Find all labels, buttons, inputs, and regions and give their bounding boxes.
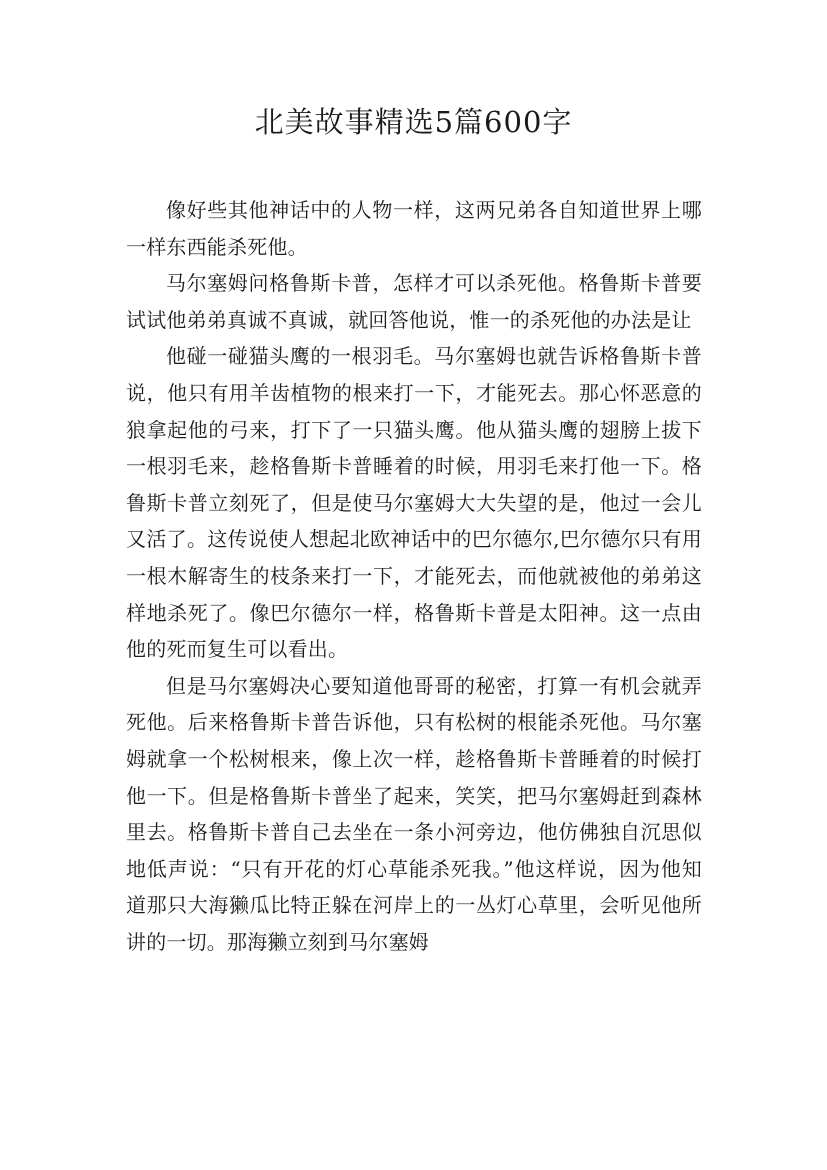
- document-title: 北美故事精选5篇600字: [254, 105, 573, 139]
- document-body: [126, 192, 702, 960]
- paragraph-3: 他碰一碰猫头鹰的一根羽毛。马尔塞姆也就告诉格鲁斯卡普说，他只有用羊齿植物的根来打一下，才能死去。那心怀恶意的狼拿起他的弓来，打下了一只猫头鹰。他从猫头鹰的翅膀上拔下一根羽毛来，趁格鲁斯卡普睡着的时候，用羽毛来打他一下。格鲁斯卡普立刻死了，但是使马尔塞姆大大失望的是，他过一会儿又活了。这传说使人想起北欧神话中的巴尔德尔,巴尔德尔只有用一根木解寄生的枝条来打一下，才能死去，而他就被他的弟弟这样地杀死了。像巴尔德尔一样，格鲁斯卡普是太阳神。这一点由他的死而复生可以看出。: [126, 344, 702, 662]
- paragraph-2: 马尔塞姆问格鲁斯卡普，怎样才可以杀死他。格鲁斯卡普要试试他弟弟真诚不真诚，就回答他说，惟一的杀死他的办法是让: [126, 271, 702, 332]
- paragraph-4: 但是马尔塞姆决心要知道他哥哥的秘密，打算一有机会就弄死他。后来格鲁斯卡普告诉他，只有松树的根能杀死他。马尔塞姆就拿一个松树根来，像上次一样，趁格鲁斯卡普睡着的时候打他一下。但是格鲁斯卡普坐了起来，笑笑，把马尔塞姆赶到森林里去。格鲁斯卡普自己去坐在一条小河旁边，他仿佛独自沉思似地低声说：“只有开花的灯心草能杀死我。”他这样说，因为他知道那只大海獭瓜比特正躲在河岸上的一丛灯心草里，会听见他所讲的一切。那海獭立刻到马尔塞姆: [126, 673, 702, 954]
- paragraph-1: 像好些其他神话中的人物一样，这两兄弟各自知道世界上哪一样东西能杀死他。: [126, 198, 702, 259]
